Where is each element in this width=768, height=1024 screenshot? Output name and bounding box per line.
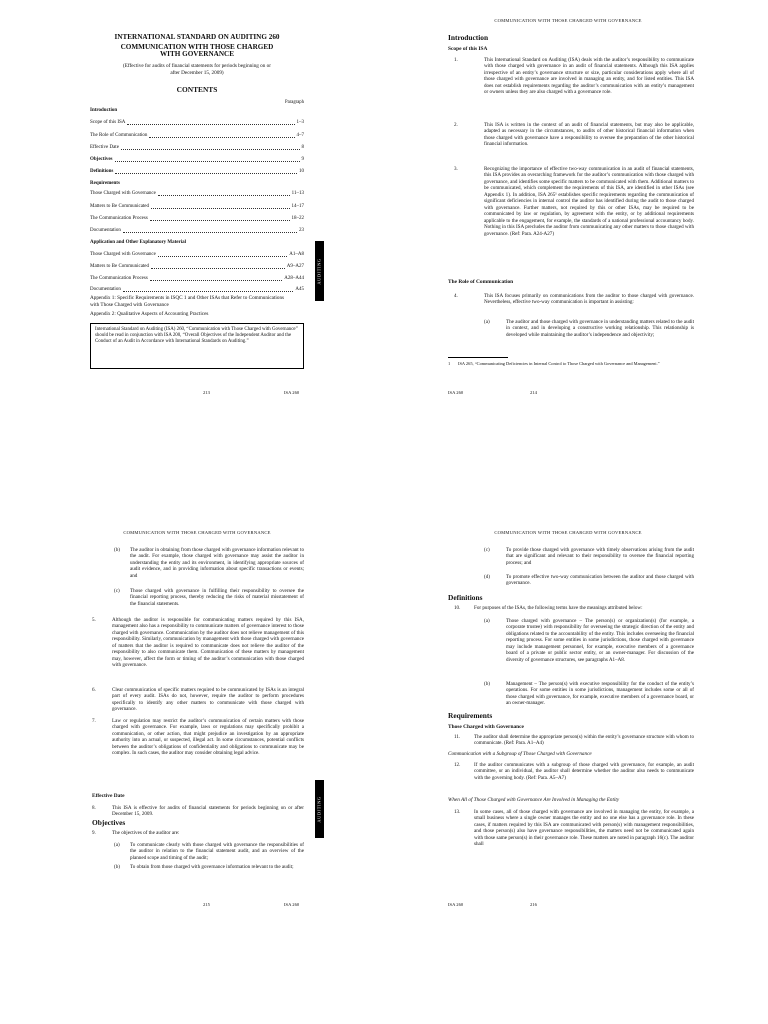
toc-entry-label: Those Charged with Governance: [90, 191, 156, 196]
definition-management: Management – The person(s) with executive responsibility for the conduct of the entity’s operations. For some entities in some jurisdictions, management includes some or all of those charged with governance, for example, executive members of a governance board, or an owner-manager.: [506, 681, 694, 707]
page-215: [0, 512, 384, 1024]
page-number: 216: [530, 902, 537, 907]
paragraph-1: This International Standard on Auditing (ISA) deals with the auditor’s responsibility to communicate with those charged with governance in an audit of financial statements. Although this ISA applies irrespective of an entity’s governance structure or size, particular considerations apply where all of those charged with governance are involved in managing an entity, and for listed entities. This ISA does not establish requirements regarding the auditor’s communication with an entity’s management or owners unless they are also charged with a governance role.: [484, 57, 694, 96]
footnote-1: ISA 265, “Communicating Deficiencies in Internal Control to Those Charged with Governance and Management.”: [458, 361, 660, 366]
paragraph-number: 3.: [454, 166, 458, 172]
paragraph-9c: To provide those charged with governance with timely observations arising from the audit that are significant and relevant to their responsibility to oversee the financial reporting process; and: [506, 547, 694, 566]
footer-standard: ISA 260: [448, 902, 464, 907]
toc-entry-label: The Communication Process: [90, 216, 148, 221]
toc-entry-paragraph: 4–7: [296, 133, 304, 138]
toc-entry-paragraph: 14–17: [291, 204, 304, 209]
paragraph-2: This ISA is written in the context of an audit of financial statements, but may also be applicable, adapted as necessary in the circumstances, to audits of other historical financial information when those charged with governance have a responsibility to oversee the preparation of the other historical financial information.: [484, 122, 694, 148]
toc-entry[interactable]: [90, 216, 304, 223]
toc-entry[interactable]: [90, 191, 304, 198]
definition-tcwg: Those charged with governance – The person(s) or organization(s) (for example, a corporate trustee) with responsibility for overseeing the strategic direction of the entity and obligations related to the accountability of the entity. This includes overseeing the financial reporting process. For some entities in some jurisdictions, those charged with governance may include management personnel, for example, executive members of a governance board of a private or public sector entity, or an owner-manager. For discussion of the diversity of governance structures, see paragraphs A1–A8.: [506, 618, 694, 663]
list-marker: (d): [484, 574, 490, 580]
toc-entry[interactable]: [90, 228, 304, 235]
toc-entry[interactable]: [90, 287, 304, 294]
introduction-heading: Introduction: [448, 33, 489, 42]
paragraph-9d: To promote effective two-way communication between the auditor and those charged with governance.: [506, 574, 694, 587]
toc-leader-dots: [123, 228, 297, 233]
paragraph-9: The objectives of the auditor are:: [112, 830, 180, 836]
objectives-heading: Objectives: [92, 818, 126, 827]
toc-leader-dots: [151, 204, 289, 209]
reading-note-box: International Standard on Auditing (ISA) 260, “Communication with Those Charged with Governance” should be read in conjunction with ISA 200, “Overall Objectives of the Independent Auditor and the Conduct of an Audit in Accordance with International Standards on Auditing.”: [90, 323, 304, 369]
toc-entry[interactable]: [90, 204, 304, 211]
paragraph-11: The auditor shall determine the appropriate person(s) within the entity’s governance structure with whom to communicate. (Ref: Para. A1–A4): [474, 734, 694, 747]
paragraph-7: Law or regulation may restrict the auditor’s communication of certain matters with those charged with governance. For example, laws or regulations may specifically prohibit a communication, or other action, that might prejudice an investigation by an appropriate authority into an actual, or suspected, illegal act. In some circumstances, potential conflicts between the auditor’s obligations of confidentiality and obligations to communicate may be complex. In such cases, the auditor may consider obtaining legal advice.: [112, 718, 304, 757]
paragraph-6: Clear communication of specific matters required to be communicated by ISAs is an integral part of every audit. ISAs do not, however, require the auditor to perform procedures specifically to identify any other matters to communicate with those charged with governance.: [112, 687, 304, 713]
toc-leader-dots: [121, 145, 300, 150]
toc-entry-paragraph: A45: [295, 287, 304, 292]
toc-leader-dots: [150, 276, 282, 281]
toc-entry-paragraph: 18–22: [291, 216, 304, 221]
toc-entry[interactable]: [90, 169, 304, 176]
paragraph-3: Recognizing the importance of effective two-way communication in an audit of financial statements, this ISA provides an overarching framework for the auditor’s communication with those charged with governance, and identifies some specific matters to be communicated with them. Additional matters to be communicated, which complement the requirements of this ISA, are identified in other ISAs (see Appendix 1). In addition, ISA 265¹ establishes specific requirements regarding the communication of significant deficiencies in internal control the auditor has identified during the audit to those charged with governance. Further matters, not required by this or other ISAs, may be required to be communicated by law or regulation, by agreement with the entity, or by additional requirements applicable to the engagement, for example, the standards of a national professional accountancy body. Nothing in this ISA precludes the auditor from communicating any other matters to those charged with governance. (Ref: Para. A24-A27): [484, 166, 694, 237]
list-marker: (b): [114, 864, 120, 870]
toc-leader-dots: [115, 157, 300, 162]
paragraph-number: 7.: [92, 718, 96, 724]
toc-entry[interactable]: [90, 276, 304, 283]
role-heading: The Role of Communication: [448, 279, 514, 285]
scope-heading: Scope of this ISA: [448, 46, 488, 52]
paragraph-8: This ISA is effective for audits of financial statements for periods beginning on or after December 15, 2009.: [112, 805, 304, 818]
toc-leader-dots: [151, 264, 285, 269]
toc-leader-dots: [150, 216, 290, 221]
paragraph-10: For purposes of the ISAs, the following terms have the meanings attributed below:: [474, 605, 643, 611]
paragraph-number: 4.: [454, 293, 458, 299]
appendix-1-link[interactable]: Appendix 1: Specific Requirements in ISQC 1 and Other ISAs that Refer to Communications with Those Charged with Governance: [90, 295, 285, 308]
page-number: 215: [203, 902, 210, 907]
paragraph-4: This ISA focuses primarily on communications from the auditor to those charged with governance. Nevertheless, effective two-way communication is important in assisting:: [484, 293, 694, 306]
footnote-number: 1: [448, 361, 451, 366]
all-involved-subheading: When All of Those Charged with Governance Are Involved in Managing the Entity: [448, 797, 620, 803]
toc-leader-dots: [149, 133, 294, 138]
paragraph-9b: To obtain from those charged with governance information relevant to the audit;: [130, 864, 294, 870]
toc-entry[interactable]: [90, 264, 304, 271]
paragraph-9a: To communicate clearly with those charged with governance the responsibilities of the auditor in relation to the financial statement audit, and an overview of the planned scope and timing of the audit;: [130, 842, 304, 861]
list-marker: (c): [484, 547, 490, 553]
toc-entry-paragraph: 11–13: [291, 191, 304, 196]
definitions-heading: Definitions: [448, 593, 483, 602]
list-marker: (b): [484, 681, 490, 687]
tcwg-heading: Those Charged with Governance: [448, 724, 524, 730]
page-number: 214: [530, 390, 537, 395]
effective-date-heading: Effective Date: [92, 793, 125, 799]
toc-entry-paragraph: A1–A8: [289, 252, 304, 257]
paragraph-number: 5.: [92, 617, 96, 623]
toc-entry-label: Matters to Be Communicated: [90, 204, 150, 209]
effective-note: (Effective for audits of financial statements for periods beginning on or after December 15, 2009): [123, 63, 271, 76]
toc-leader-dots: [115, 169, 297, 174]
toc-section-heading: Requirements: [90, 181, 120, 186]
paragraph-number: 2.: [454, 122, 458, 128]
toc-entry-paragraph: 10: [299, 169, 304, 174]
toc-entry-paragraph: 8: [301, 145, 304, 150]
standard-title: INTERNATIONAL STANDARD ON AUDITING 260: [114, 33, 280, 41]
requirements-heading: Requirements: [448, 711, 493, 720]
contents-heading: CONTENTS: [176, 85, 218, 94]
appendix-2-link[interactable]: Appendix 2: Qualitative Aspects of Accounting Practices: [90, 311, 209, 317]
paragraph-number: 1.: [454, 57, 458, 63]
list-marker: (a): [484, 618, 490, 624]
auditing-section-tab: AUDITING: [315, 241, 324, 301]
toc-entry-label: The Role of Communication: [90, 133, 148, 138]
paragraph-number: 6.: [92, 687, 96, 693]
toc-leader-dots: [158, 252, 287, 257]
paragraph-number: 8.: [92, 805, 96, 811]
standard-subtitle-line1: COMMUNICATION WITH THOSE CHARGED: [120, 43, 274, 51]
toc-entry[interactable]: [90, 133, 304, 140]
footer-standard: ISA 260: [448, 390, 464, 395]
subgroup-subheading: Communication with a Subgroup of Those Charged with Governance: [448, 751, 592, 757]
footer-standard: ISA 260: [284, 902, 300, 907]
toc-entry-label: Effective Date: [90, 145, 119, 150]
toc-entry-label: Definitions: [90, 169, 114, 174]
page-number: 213: [203, 390, 210, 395]
standard-subtitle-line2: WITH GOVERNANCE: [159, 50, 235, 58]
running-head: COMMUNICATION WITH THOSE CHARGED WITH GOVERNANCE: [123, 530, 271, 535]
toc-entry[interactable]: [90, 157, 304, 164]
toc-entry-label: Those Charged with Governance: [90, 252, 156, 257]
list-marker: (c): [114, 588, 120, 594]
toc-entry-label: Matters to Be Communicated: [90, 264, 150, 269]
toc-entry-paragraph: 1–3: [296, 120, 304, 125]
toc-entry-paragraph: A28–A44: [284, 276, 304, 281]
toc-entry[interactable]: [90, 145, 304, 152]
page-213: [0, 0, 384, 512]
toc-leader-dots: [123, 287, 294, 292]
page-214: [384, 0, 768, 512]
toc-section-heading: Application and Other Explanatory Material: [90, 240, 187, 245]
toc-leader-dots: [158, 191, 290, 196]
footer-standard: ISA 260: [284, 390, 300, 395]
toc-section-heading: Introduction: [90, 108, 118, 113]
paragraph-number: 12.: [454, 762, 461, 768]
toc-entry-paragraph: A9–A27: [286, 264, 304, 269]
paragraph-12: If the auditor communicates with a subgroup of those charged with governance, for example, an audit committee, or an individual, the auditor shall determine whether the auditor also needs to communicate with the governing body. (Ref: Para. A5–A7): [474, 762, 694, 781]
toc-entry-label: Documentation: [90, 287, 121, 292]
paragraph-13: In some cases, all of those charged with governance are involved in managing the entity, for example, a small business where a single owner manages the entity and no one else has a governance role. In these cases, if matters required by this ISA are communicated with person(s) with management responsibilities, and those person(s) also have governance responsibilities, the matters need not be communicated again with those same person(s) in their governance role. These matters are noted in paragraph 16(c). The auditor shall: [474, 809, 694, 848]
page-216: [384, 512, 768, 1024]
paragraph-number: 11.: [454, 734, 461, 740]
paragraph-4c: Those charged with governance in fulfilling their responsibility to oversee the financial reporting process, thereby reducing the risks of material misstatement of the financial statements.: [130, 588, 304, 607]
toc-entry-label: The Communication Process: [90, 276, 148, 281]
toc-entry[interactable]: [90, 252, 304, 259]
toc-entry-paragraph: 9: [301, 157, 304, 162]
paragraph-number: 9.: [92, 830, 96, 836]
list-marker: (b): [114, 547, 120, 553]
list-marker: (a): [114, 842, 120, 848]
running-head: COMMUNICATION WITH THOSE CHARGED WITH GOVERNANCE: [494, 18, 642, 23]
paragraph-number: 13.: [454, 809, 461, 815]
footnote-rule: [448, 357, 508, 358]
toc-leader-dots: [127, 120, 294, 125]
paragraph-4a: The auditor and those charged with governance in understanding matters related to the audit in context, and in developing a constructive working relationship. This relationship is developed while maintaining the auditor’s independence and objectivity;: [506, 319, 694, 338]
toc-entry-paragraph: 23: [299, 228, 304, 233]
paragraph-number: 10.: [454, 605, 461, 611]
running-head: COMMUNICATION WITH THOSE CHARGED WITH GOVERNANCE: [494, 530, 642, 535]
auditing-section-tab: AUDITING: [315, 780, 324, 838]
toc-entry-label: Documentation: [90, 228, 121, 233]
toc-entry-label: Scope of this ISA: [90, 120, 126, 125]
toc-entry-label: Objectives: [90, 157, 113, 162]
paragraph-4b: The auditor in obtaining from those charged with governance information relevant to the audit. For example, those charged with governance may assist the auditor in understanding the entity and its environment, in identifying appropriate sources of audit evidence, and in providing information about specific transactions or events; and: [130, 547, 304, 579]
toc-entry[interactable]: [90, 120, 304, 127]
list-marker: (a): [484, 319, 490, 325]
paragraph-5: Although the auditor is responsible for communicating matters required by this ISA, management also has a responsibility to communicate matters of governance interest to those charged with governance. Communication by the auditor does not relieve management of this responsibility. Similarly, communication by management with those charged with governance of matters that the auditor is required to communicate does not relieve the auditor of the responsibility to also communicate them. Communication of these matters by management may, however, affect the form or timing of the auditor’s communication with those charged with governance.: [112, 617, 304, 669]
paragraph-column-label: Paragraph: [284, 100, 304, 105]
